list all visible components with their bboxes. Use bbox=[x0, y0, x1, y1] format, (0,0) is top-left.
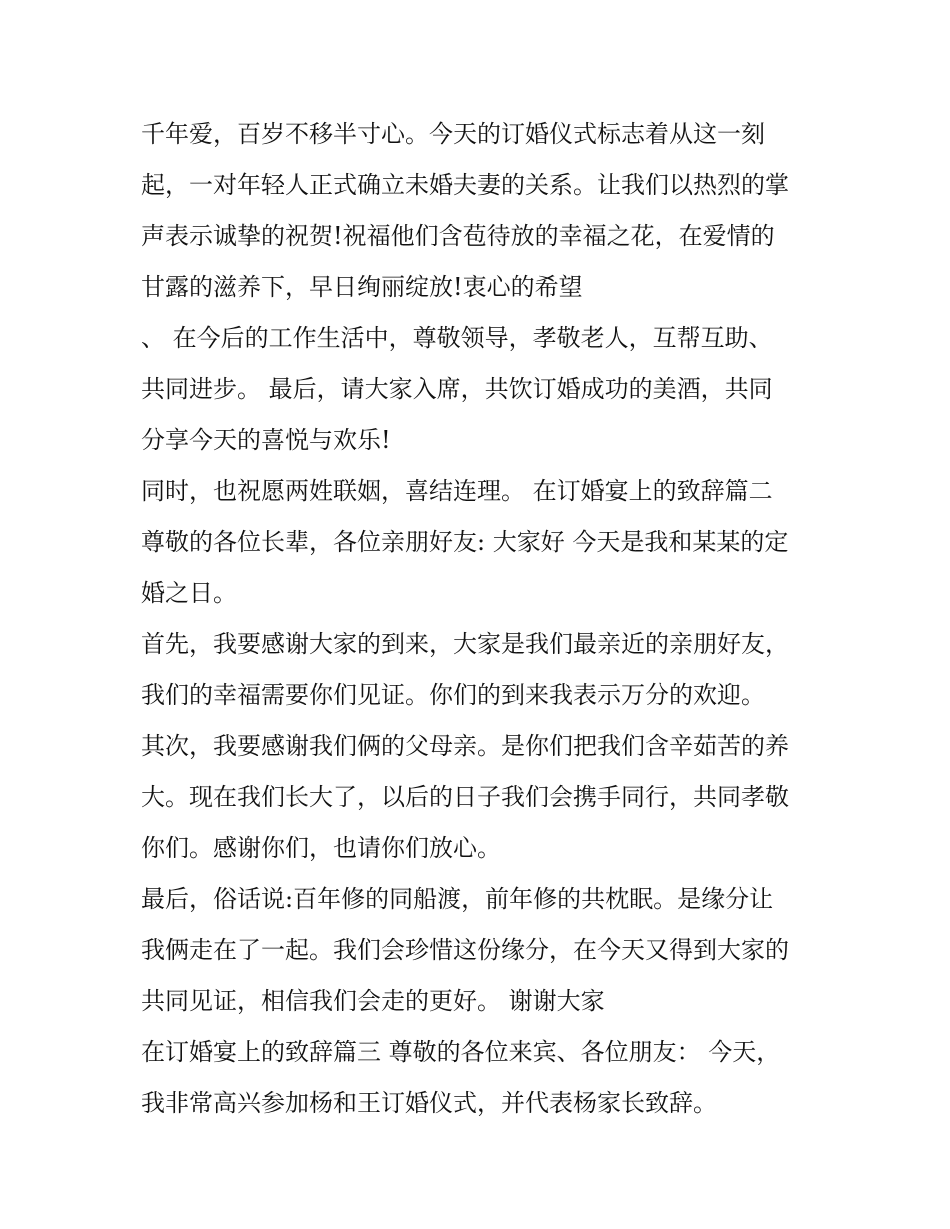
text-line: 在订婚宴上的致辞篇三 尊敬的各位来宾、各位朋友： 今天， bbox=[141, 1038, 781, 1066]
speech-text bbox=[141, 109, 821, 1129]
text-line: 婚之日。 bbox=[141, 579, 237, 607]
text-line: 你们。感谢你们，也请你们放心。 bbox=[141, 834, 501, 862]
text-line: 其次，我要感谢我们俩的父母亲。是你们把我们含辛茹苦的养 bbox=[141, 732, 789, 760]
text-line: 分享今天的喜悦与欢乐! bbox=[141, 426, 391, 454]
text-line: 最后，俗话说:百年修的同船渡，前年修的共枕眠。是缘分让 bbox=[141, 885, 774, 913]
text-line: 起，一对年轻人正式确立未婚夫妻的关系。让我们以热烈的掌 bbox=[141, 171, 789, 199]
text-line: 首先，我要感谢大家的到来，大家是我们最亲近的亲朋好友， bbox=[141, 630, 789, 658]
text-line: 、 在今后的工作生活中，尊敬领导，孝敬老人，互帮互助、 bbox=[141, 324, 773, 352]
text-line: 甘露的滋养下，早日绚丽绽放!衷心的希望 bbox=[141, 273, 583, 301]
text-line: 千年爱，百岁不移半寸心。今天的订婚仪式标志着从这一刻 bbox=[141, 120, 765, 148]
text-line: 尊敬的各位长辈，各位亲朋好友: 大家好 今天是我和某某的定 bbox=[141, 528, 789, 556]
text-line: 我俩走在了一起。我们会珍惜这份缘分，在今天又得到大家的 bbox=[141, 936, 789, 964]
text-line: 我们的幸福需要你们见证。你们的到来我表示万分的欢迎。 bbox=[141, 681, 765, 709]
text-line: 共同见证，相信我们会走的更好。 谢谢大家 bbox=[141, 987, 605, 1015]
text-line: 同时，也祝愿两姓联姻，喜结连理。 在订婚宴上的致辞篇二 bbox=[141, 477, 773, 505]
text-line: 共同进步。 最后，请大家入席，共饮订婚成功的美酒，共同 bbox=[141, 375, 773, 403]
text-line: 声表示诚挚的祝贺!祝福他们含苞待放的幸福之花，在爱情的 bbox=[141, 222, 775, 250]
text-line: 大。现在我们长大了，以后的日子我们会携手同行，共同孝敬 bbox=[141, 783, 789, 811]
text-line: 我非常高兴参加杨和王订婚仪式，并代表杨家长致辞。 bbox=[141, 1089, 717, 1117]
